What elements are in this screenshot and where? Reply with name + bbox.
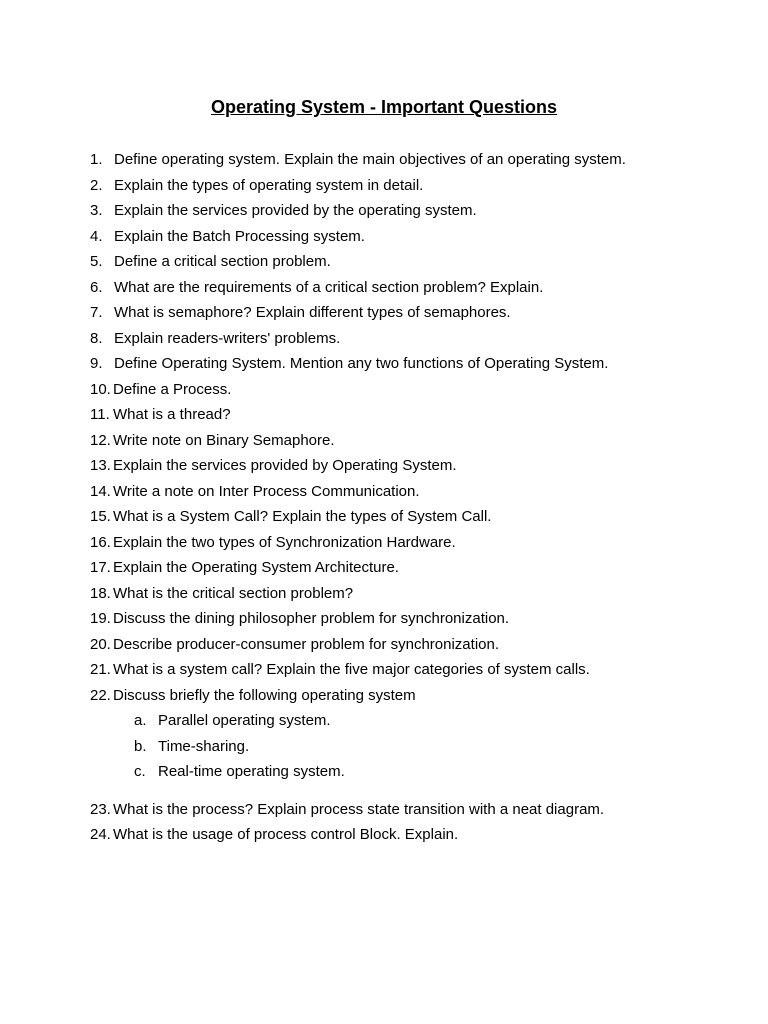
question-item-text: Write note on Binary Semaphore. — [113, 432, 335, 449]
question-item-number: 9. — [90, 355, 103, 372]
question-item-number: 10. — [90, 381, 111, 398]
question-item-number: 12. — [90, 432, 111, 449]
question-item-text: Explain the Operating System Architecture. — [113, 559, 399, 576]
sub-item-text: Parallel operating system. — [158, 712, 331, 729]
question-item-number: 2. — [90, 177, 103, 194]
question-item-text: What is the usage of process control Block. Explain. — [113, 826, 459, 843]
question-item-number: 18. — [90, 585, 111, 602]
question-item-text: What is semaphore? Explain different types of semaphores. — [114, 304, 511, 321]
question-item-text: Discuss the dining philosopher problem for synchronization. — [113, 610, 510, 627]
question-item-number: 21. — [90, 661, 111, 678]
question-item-text: What is a thread? — [113, 406, 231, 423]
sub-item-number: c. — [134, 763, 146, 780]
question-item-text: Write a note on Inter Process Communication. — [113, 483, 420, 500]
question-item-number: 8. — [90, 330, 103, 347]
question-item-text: Define operating system. Explain the main objectives of an operating system. — [114, 151, 626, 168]
question-item-text: Describe producer-consumer problem for synchronization. — [113, 636, 500, 653]
sub-item-text: Real-time operating system. — [158, 763, 345, 780]
question-item-number: 11. — [90, 406, 110, 423]
question-item-text: Define a Process. — [113, 381, 232, 398]
question-item-number: 5. — [90, 253, 103, 270]
question-item-number: 23. — [90, 801, 111, 818]
sub-item-text: Time-sharing. — [158, 738, 250, 755]
question-item-text: What is the critical section problem? — [113, 585, 354, 602]
page-title: Operating System - Important Questions — [210, 97, 558, 117]
question-item-text: What is a system call? Explain the five major categories of system calls. — [113, 661, 590, 678]
question-item-text: Discuss briefly the following operating system — [113, 687, 416, 704]
question-item-text: What is the process? Explain process state transition with a neat diagram. — [113, 801, 605, 818]
question-item-number: 4. — [90, 228, 103, 245]
question-item-number: 3. — [90, 202, 103, 219]
question-item-number: 6. — [90, 279, 103, 296]
question-item-number: 16. — [90, 534, 111, 551]
question-item-number: 1. — [90, 151, 103, 168]
question-item-number: 17. — [90, 559, 111, 576]
sub-item-number: b. — [134, 738, 147, 755]
question-item-number: 20. — [90, 636, 111, 653]
question-item-number: 22. — [90, 687, 111, 704]
question-item-number: 15. — [90, 508, 111, 525]
question-item-number: 7. — [90, 304, 103, 321]
question-item-text: What is a System Call? Explain the types of System Call. — [113, 508, 492, 525]
question-item-text: Explain the types of operating system in detail. — [114, 177, 424, 194]
question-item-text: What are the requirements of a critical section problem? Explain. — [114, 279, 544, 296]
question-item-number: 19. — [90, 610, 111, 627]
question-item-number: 13. — [90, 457, 111, 474]
question-item-number: 14. — [90, 483, 111, 500]
question-item-text: Explain readers-writers' problems. — [114, 330, 341, 347]
question-item-text: Define a critical section problem. — [114, 253, 331, 270]
question-item-number: 24. — [90, 826, 111, 843]
question-item-text: Explain the services provided by Operating System. — [113, 457, 457, 474]
question-item-text: Define Operating System. Mention any two functions of Operating System. — [114, 355, 609, 372]
question-item-text: Explain the services provided by the operating system. — [114, 202, 477, 219]
sub-item-number: a. — [134, 712, 147, 729]
question-item-text: Explain the two types of Synchronization Hardware. — [113, 534, 456, 551]
question-item-text: Explain the Batch Processing system. — [114, 228, 365, 245]
